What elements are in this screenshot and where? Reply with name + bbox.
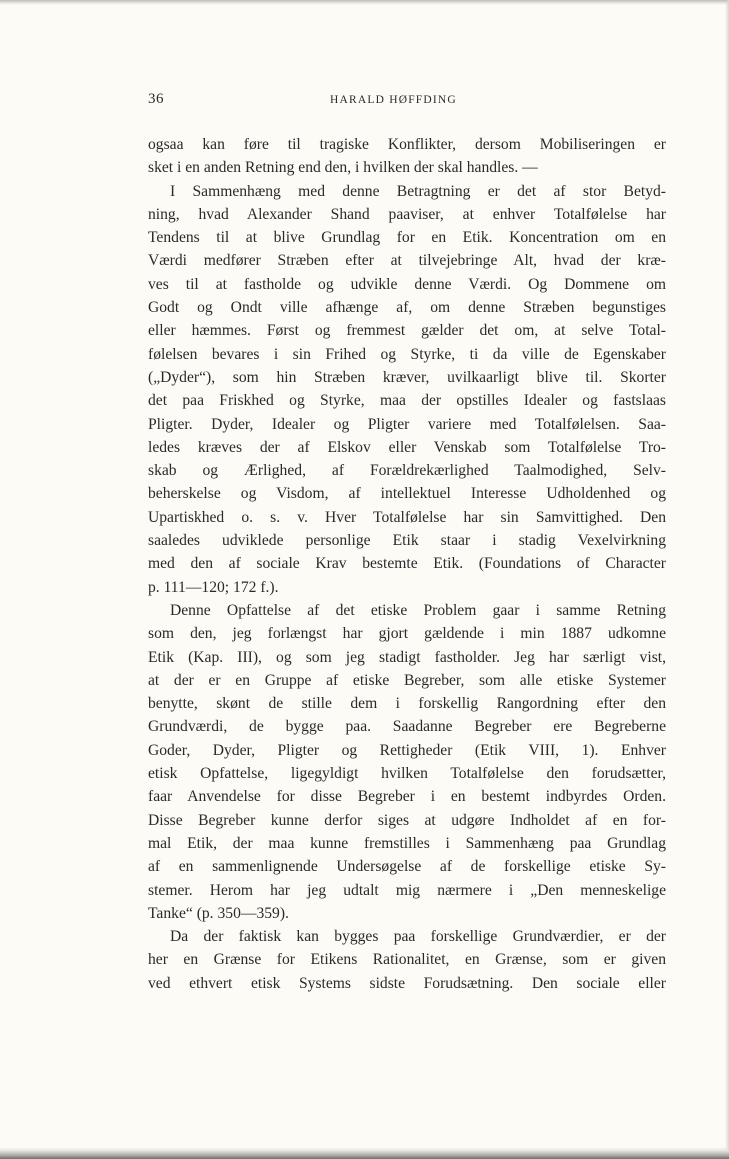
text-line: Goder, Dyder, Pligter og Rettigheder (Etik VIII, 1). Enhver (148, 741, 666, 759)
text-line: I Sammenhæng med denne Betragtning er det af stor Betyd- (170, 182, 666, 200)
text-line: Tendens til at blive Grundlag for en Etik. Koncentration om en (148, 229, 666, 247)
text-line: p. 111—120; 172 f.). (148, 578, 279, 596)
text-line: saaledes udviklede personlige Etik staar i stadig Vexelvirkning (148, 532, 666, 550)
text-line: følelsen bevares i sin Frihed og Styrke, ti da ville de Egenskaber (148, 345, 666, 363)
text-line: Disse Begreber kunne derfor siges at udgøre Indholdet af en for- (148, 811, 666, 829)
text-line: her en Grænse for Etikens Rationalitet, en Grænse, som er given (148, 951, 666, 969)
text-line: at der er en Gruppe af etiske Begreber, som alle etiske Systemer (148, 671, 666, 689)
running-head: HARALD HØFFDING (330, 94, 457, 106)
scan-edge-top (0, 0, 729, 5)
text-line: („Dyder“), som hin Stræben kræver, uvilkaarligt blive til. Skorter (148, 368, 666, 386)
text-line: med den af sociale Krav bestemte Etik. (Foundations of Character (148, 555, 666, 573)
scan-edge-right (725, 0, 729, 1159)
text-line: Denne Opfattelse af det etiske Problem gaar i samme Retning (170, 601, 666, 619)
text-line: skab og Ærlighed, af Forældrekærlighed Taalmodighed, Selv- (148, 462, 666, 480)
text-line: ogsaa kan føre til tragiske Konflikter, dersom Mobiliseringen er (148, 136, 666, 153)
text-line: sket i en anden Retning end den, i hvilken der skal handles. — (148, 159, 538, 177)
text-line: stemer. Herom har jeg udtalt mig nærmere i „Den menneskelige (148, 881, 666, 899)
page-number: 36 (148, 91, 164, 107)
text-line: beherskelse og Visdom, af intellektuel Interesse Udholdenhed og (148, 485, 666, 503)
text-line: mal Etik, der maa kunne fremstilles i Sammenhæng paa Grundlag (148, 834, 666, 852)
text-line: ved ethvert etisk Systems sidste Forudsætning. Den sociale eller (148, 974, 666, 992)
text-line: Værdi medfører Stræben efter at tilvejebringe Alt, hvad der kræ- (148, 252, 666, 270)
text-line: som den, jeg forlængst har gjort gældende i min 1887 udkomne (148, 625, 666, 643)
text-line: Da der faktisk kan bygges paa forskellige Grundværdier, er der (170, 928, 666, 946)
text-line: faar Anvendelse for disse Begreber i en bestemt indbyrdes Orden. (148, 788, 666, 806)
text-line: Grundværdi, de bygge paa. Saadanne Begreber ere Begreberne (148, 718, 666, 736)
text-line: Upartiskhed o. s. v. Hver Totalfølelse har sin Samvittighed. Den (148, 508, 666, 526)
text-line: Pligter. Dyder, Idealer og Pligter variere med Totalfølelsen. Saa- (148, 415, 666, 433)
text-line: Etik (Kap. III), og som jeg stadigt fastholder. Jeg har særligt vist, (148, 648, 666, 666)
text-line: etisk Opfattelse, ligegyldigt hvilken Totalfølelse den forudsætter, (148, 765, 666, 783)
body-text (148, 133, 666, 995)
text-line: ning, hvad Alexander Shand paaviser, at enhver Totalfølelse har (148, 205, 666, 223)
text-line: benytte, skønt de stille dem i forskellig Rangordning efter den (148, 695, 666, 713)
text-line: eller hæmmes. Først og fremmest gælder det om, at selve Total- (148, 322, 666, 340)
text-line: Tanke“ (p. 350—359). (148, 904, 289, 922)
text-line: det paa Friskhed og Styrke, maa der opstilles Idealer og fastslaas (148, 392, 666, 410)
text-line: Godt og Ondt ville afhænge af, om denne Stræben begunstiges (148, 299, 666, 317)
text-line: af en sammenlignende Undersøgelse af de forskellige etiske Sy- (148, 858, 666, 876)
scan-edge-bottom (0, 1147, 729, 1159)
text-line: ves til at fastholde og udvikle denne Værdi. Og Dommene om (148, 275, 666, 293)
page-header (148, 91, 666, 113)
text-line: ledes kræves der af Elskov eller Venskab som Totalfølelse Tro- (148, 438, 666, 456)
